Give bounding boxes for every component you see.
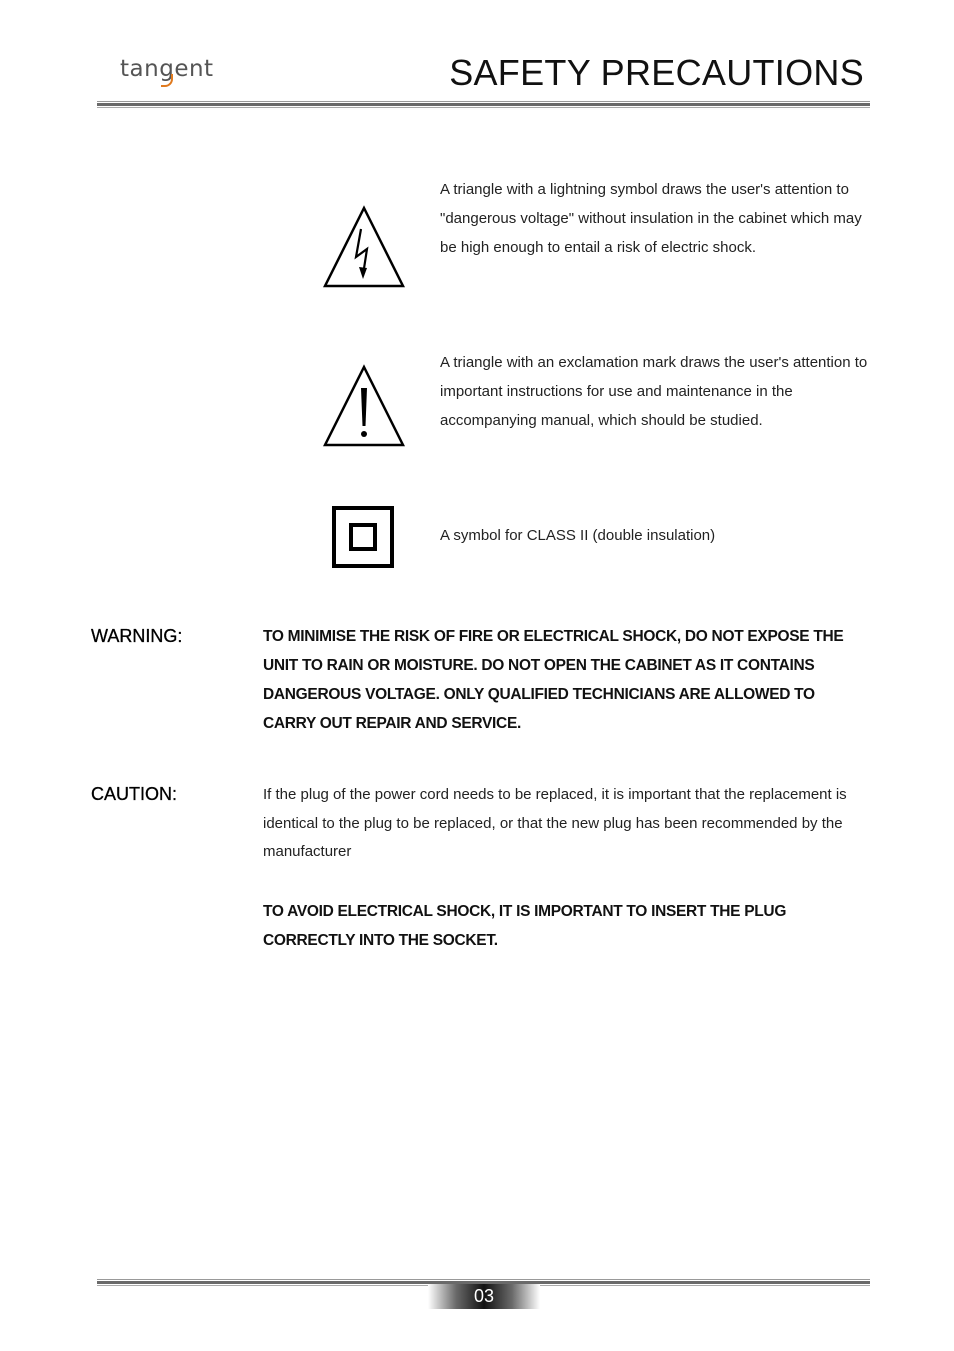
brand-logo-part-end: ent xyxy=(174,56,214,82)
caution-text: If the plug of the power cord needs to be replaced, it is important that the replacement is identical to the plug to be replaced, or that the new plug has been recommended by the manufacturer xyxy=(263,786,847,860)
brand-logo-g xyxy=(159,56,174,82)
brand-logo xyxy=(120,56,214,82)
brand-logo-part: tan xyxy=(120,56,160,82)
header-rule xyxy=(97,101,870,108)
page-title: SAFETY PRECAUTIONS xyxy=(449,52,864,93)
page-number: 03 xyxy=(428,1284,540,1309)
warning-label: WARNING: xyxy=(91,626,183,646)
exclamation-triangle-icon xyxy=(323,364,405,453)
exclamation-symbol-description: A triangle with an exclamation mark draws the user's attention to important instructions for use and maintenance in the accompanying manual, which should be studied. xyxy=(440,354,868,429)
caution-bold-text: TO AVOID ELECTRICAL SHOCK, IT IS IMPORTANT TO INSERT THE PLUG CORRECTLY INTO THE SOCKET. xyxy=(263,903,787,949)
class-ii-description: A symbol for CLASS II (double insulation) xyxy=(440,527,716,544)
warning-text: TO MINIMISE THE RISK OF FIRE OR ELECTRICAL SHOCK, DO NOT EXPOSE THE UNIT TO RAIN OR MOISTURE. DO NOT OPEN THE CABINET AS IT CONTAINS DANGEROUS VOLTAGE. ONLY QUALIFIED TECHNICIANS ARE ALLOWED TO CARRY OUT REPAIR AND SERVICE. xyxy=(263,628,844,732)
lightning-triangle-icon xyxy=(323,205,405,294)
brand-logo-swirl xyxy=(161,74,173,87)
caution-label: CAUTION: xyxy=(91,784,178,804)
class-ii-icon xyxy=(331,505,395,574)
brand-logo-g-letter: g xyxy=(159,56,175,82)
lightning-symbol-description: A triangle with a lightning symbol draws the user's attention to "dangerous voltage" without insulation in the cabinet which may be high enough to entail a risk of electric shock. xyxy=(440,181,862,256)
